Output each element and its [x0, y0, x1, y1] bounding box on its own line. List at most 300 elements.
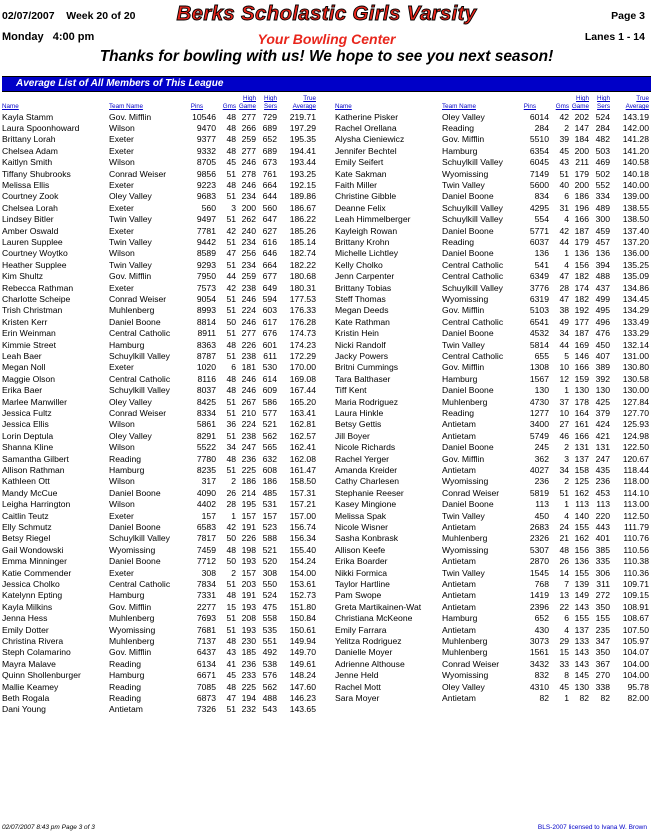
section-title-bar: [2, 76, 651, 92]
total-pins: 7326: [196, 704, 216, 715]
total-pins: 5749: [529, 430, 549, 441]
high-game: 155: [574, 567, 589, 578]
team-name: Central Catholic: [442, 350, 504, 361]
true-average: 113.00: [623, 499, 649, 510]
true-average: 110.36: [623, 567, 649, 578]
high-game: 238: [241, 350, 256, 361]
true-average: 127.84: [622, 396, 649, 407]
team-name: Oley Valley: [109, 396, 152, 407]
games-played: 51: [226, 624, 236, 635]
true-average: 169.08: [289, 373, 316, 384]
team-name: Muhlenberg: [109, 305, 155, 316]
high-game: 157: [241, 567, 256, 578]
high-game: 230: [241, 635, 256, 646]
true-average: 112.50: [623, 510, 649, 521]
high-game: 240: [241, 225, 256, 236]
team-name: Oley Valley: [442, 681, 485, 692]
high-game: 259: [241, 271, 256, 282]
team-name: Gov. Mifflin: [442, 362, 485, 373]
high-game: 166: [574, 362, 589, 373]
high-series: 443: [595, 521, 610, 532]
high-series: 482: [595, 134, 610, 145]
bowler-name: Maria Rodriguez: [335, 396, 399, 407]
high-game: 191: [241, 521, 256, 532]
team-name: Exeter: [109, 362, 134, 373]
total-pins: 6437: [196, 647, 216, 658]
high-game: 143: [574, 647, 589, 658]
high-series: 729: [262, 111, 277, 122]
bowler-name: Kim Shultz: [2, 271, 44, 282]
team-name: Wilson: [109, 157, 135, 168]
true-average: 133.29: [622, 328, 649, 339]
team-name: Muhlenberg: [442, 635, 488, 646]
high-series: 236: [595, 476, 610, 487]
high-game: 277: [241, 145, 256, 156]
col-true-average-header: True: [636, 95, 649, 102]
games-played: 51: [226, 704, 236, 715]
high-series: 485: [262, 487, 277, 498]
team-name: Reading: [109, 681, 142, 692]
games-played: 3: [564, 453, 569, 464]
team-name: Wilson: [109, 499, 135, 510]
team-name: Wyomissing: [442, 544, 489, 555]
bowler-name: Allison Rathman: [2, 464, 65, 475]
bowler-row: [0, 328, 330, 339]
games-played: 24: [559, 521, 569, 532]
high-game: 181: [241, 362, 256, 373]
team-name: Muhlenberg: [109, 613, 155, 624]
bowler-row: [0, 647, 330, 658]
total-pins: 6014: [529, 111, 549, 122]
high-series: 761: [262, 168, 277, 179]
bowler-name: Katherine Pisker: [335, 111, 399, 122]
bowler-row: [0, 704, 330, 715]
high-series: 586: [262, 396, 277, 407]
team-name: Daniel Boone: [442, 191, 494, 202]
bowler-name: Erin Weinman: [2, 328, 56, 339]
true-average: 176.28: [289, 316, 316, 327]
bowler-row: [333, 294, 653, 305]
high-game: 238: [241, 430, 256, 441]
bowler-name: Jill Boyer: [335, 430, 370, 441]
total-pins: 8235: [196, 464, 216, 475]
bowler-row: [0, 408, 330, 419]
bowler-row: [0, 180, 330, 191]
total-pins: 4295: [529, 202, 549, 213]
team-name: Wilson: [109, 442, 135, 453]
high-series: 306: [595, 567, 610, 578]
high-game: 82: [579, 692, 589, 703]
bowler-name: Kristin Hein: [335, 328, 379, 339]
bowler-name: Jessica Ellis: [2, 419, 49, 430]
high-series: 437: [595, 282, 610, 293]
bowler-name: Samantha Gilbert: [2, 453, 69, 464]
bowler-name: Kristen Kerr: [2, 316, 48, 327]
col-pins-header: Pins: [523, 103, 536, 110]
bowler-name: Deanne Felix: [335, 202, 386, 213]
bowler-name: Gail Wondowski: [2, 544, 64, 555]
team-name: Reading: [109, 658, 142, 669]
bowler-row: [0, 419, 330, 430]
high-series: 576: [262, 670, 277, 681]
total-pins: 2277: [196, 601, 216, 612]
bowler-name: Stephanie Reeser: [335, 487, 404, 498]
high-game: 267: [241, 396, 256, 407]
total-pins: 3776: [529, 282, 549, 293]
bowler-name: Jessica Cholko: [2, 578, 60, 589]
bowler-name: Dani Young: [2, 704, 46, 715]
high-series: 131: [595, 442, 610, 453]
bowler-name: Erika Baer: [2, 385, 43, 396]
total-pins: 7693: [196, 613, 216, 624]
team-name: Gov. Mifflin: [442, 305, 485, 316]
team-name: Twin Valley: [109, 236, 152, 247]
high-game: 225: [241, 681, 256, 692]
total-pins: 1567: [529, 373, 549, 384]
high-series: 560: [262, 202, 277, 213]
col-high-series-header: Sers: [264, 103, 277, 110]
team-name: Oley Valley: [442, 111, 485, 122]
bowler-row: [333, 431, 653, 442]
bowler-row: [0, 659, 330, 670]
high-series: 300: [595, 214, 610, 225]
total-pins: 4090: [196, 487, 216, 498]
bowler-row: [0, 533, 330, 544]
bowler-name: Kaitlyn Smith: [2, 157, 53, 168]
team-name: Muhlenberg: [442, 533, 488, 544]
total-pins: 7459: [196, 544, 216, 555]
high-game: 166: [574, 430, 589, 441]
total-pins: 7331: [196, 590, 216, 601]
high-game: 266: [241, 122, 256, 133]
total-pins: 136: [534, 248, 549, 259]
bowler-name: Christina Rivera: [2, 635, 64, 646]
team-name: Conrad Weiser: [442, 658, 500, 669]
bowler-name: Greta Martikainen-Wat: [335, 601, 422, 612]
bowler-row: [333, 169, 653, 180]
games-played: 3: [231, 202, 236, 213]
bowler-row: [0, 271, 330, 282]
true-average: 82.00: [627, 692, 649, 703]
team-name: Gov. Mifflin: [109, 647, 152, 658]
bowler-row: [333, 283, 653, 294]
true-average: 138.55: [622, 202, 649, 213]
total-pins: 362: [534, 453, 549, 464]
true-average: 109.15: [622, 590, 649, 601]
true-average: 95.78: [627, 681, 649, 692]
bowler-name: Elly Schmutz: [2, 521, 52, 532]
bowler-name: Emily Seifert: [335, 157, 384, 168]
high-series: 551: [262, 635, 277, 646]
bowler-row: [333, 693, 653, 704]
team-name: Reading: [109, 453, 142, 464]
team-name: Central Catholic: [109, 373, 171, 384]
games-played: 42: [559, 225, 569, 236]
games-played: 48: [226, 385, 236, 396]
games-played: 48: [226, 134, 236, 145]
games-played: 47: [559, 293, 569, 304]
games-played: 51: [226, 305, 236, 316]
total-pins: 4310: [529, 681, 549, 692]
bowler-row: [333, 134, 653, 145]
true-average: 136.00: [622, 248, 649, 259]
team-name: Antietam: [442, 556, 476, 567]
team-name: Exeter: [109, 134, 134, 145]
high-game: 234: [241, 191, 256, 202]
true-average: 161.47: [289, 464, 316, 475]
high-series: 130: [595, 385, 610, 396]
high-game: 192: [574, 305, 589, 316]
bowler-row: [0, 522, 330, 533]
true-average: 140.58: [622, 157, 649, 168]
high-series: 577: [262, 407, 277, 418]
true-average: 134.29: [622, 305, 649, 316]
high-game: 177: [574, 316, 589, 327]
bowler-row: [0, 670, 330, 681]
high-series: 157: [262, 510, 277, 521]
high-series: 308: [262, 567, 277, 578]
col-high-series-header: Sers: [597, 103, 610, 110]
true-average: 127.70: [622, 407, 649, 418]
col-high-game-header: Game: [571, 103, 589, 110]
total-pins: 8291: [196, 430, 216, 441]
high-game: 195: [241, 499, 256, 510]
high-series: 338: [595, 681, 610, 692]
team-name: Wyomissing: [442, 476, 489, 487]
high-series: 457: [595, 236, 610, 247]
high-series: 521: [262, 419, 277, 430]
high-series: 588: [262, 533, 277, 544]
team-name: Daniel Boone: [442, 328, 494, 339]
team-name: Antietam: [442, 464, 476, 475]
total-pins: 284: [534, 122, 549, 133]
true-average: 110.76: [623, 533, 649, 544]
team-name: Daniel Boone: [442, 385, 494, 396]
games-played: 47: [559, 271, 569, 282]
true-average: 150.61: [289, 624, 316, 635]
team-name: Daniel Boone: [442, 248, 494, 259]
team-name: Exeter: [109, 225, 134, 236]
true-average: 154.00: [289, 567, 316, 578]
bowler-name: Caitlin Teutz: [2, 510, 49, 521]
bowler-name: Quinn Shollenburger: [2, 670, 81, 681]
bowler-row: [0, 602, 330, 613]
games-played: 31: [559, 202, 569, 213]
bowler-name: Leah Baer: [2, 350, 42, 361]
high-game: 179: [574, 168, 589, 179]
bowler-name: Christiana McKeone: [335, 613, 413, 624]
high-game: 200: [574, 145, 589, 156]
team-name: Twin Valley: [442, 510, 485, 521]
bowler-name: Courtney Zook: [2, 191, 59, 202]
games-played: 36: [226, 419, 236, 430]
high-series: 499: [595, 293, 610, 304]
games-played: 51: [226, 191, 236, 202]
bowler-name: Rachel Yerger: [335, 453, 389, 464]
true-average: 137.20: [622, 236, 649, 247]
bowler-row: [333, 499, 653, 510]
total-pins: 4402: [196, 499, 216, 510]
true-average: 147.60: [289, 681, 316, 692]
high-game: 236: [241, 658, 256, 669]
high-game: 186: [574, 191, 589, 202]
games-played: 34: [226, 442, 236, 453]
true-average: 122.50: [622, 442, 649, 453]
total-pins: 7712: [196, 556, 216, 567]
games-played: 39: [559, 134, 569, 145]
total-pins: 6349: [529, 271, 549, 282]
true-average: 104.00: [622, 670, 649, 681]
total-pins: 9054: [196, 293, 216, 304]
total-pins: 9442: [196, 236, 216, 247]
high-series: 435: [595, 464, 610, 475]
bowler-row: [0, 693, 330, 704]
team-name: Exeter: [109, 510, 134, 521]
high-series: 530: [262, 362, 277, 373]
true-average: 172.29: [289, 350, 316, 361]
bowler-row: [333, 442, 653, 453]
team-name: Central Catholic: [109, 578, 171, 589]
bowler-row: [0, 146, 330, 157]
total-pins: 113: [535, 499, 549, 510]
high-game: 262: [241, 214, 256, 225]
section-title: Average List of All Members of This League: [16, 78, 224, 89]
true-average: 149.94: [289, 635, 316, 646]
games-played: 51: [226, 430, 236, 441]
bowler-name: Nikki Formica: [335, 567, 388, 578]
true-average: 194.41: [289, 145, 316, 156]
high-game: 233: [241, 670, 256, 681]
high-series: 311: [596, 578, 610, 589]
bowler-row: [0, 590, 330, 601]
true-average: 110.56: [623, 544, 649, 555]
bowler-row: [333, 556, 653, 567]
high-game: 169: [574, 339, 589, 350]
true-average: 156.34: [289, 533, 316, 544]
col-pins-header: Pins: [190, 103, 203, 110]
true-average: 104.07: [622, 647, 649, 658]
true-average: 167.44: [289, 385, 316, 396]
bowler-name: Tiffany Shubrooks: [2, 168, 71, 179]
bowler-name: Betsy Gettis: [335, 419, 382, 430]
bowler-row: [333, 385, 653, 396]
true-average: 185.14: [289, 236, 316, 247]
true-average: 108.91: [622, 601, 649, 612]
high-game: 161: [574, 419, 589, 430]
games-played: 21: [559, 533, 569, 544]
total-pins: 7137: [196, 635, 216, 646]
col-true-average-header: Average: [292, 103, 316, 110]
high-game: 139: [574, 578, 589, 589]
high-series: 552: [595, 179, 610, 190]
team-name: Daniel Boone: [109, 487, 161, 498]
day-time: Monday 4:00 pm: [2, 31, 95, 43]
true-average: 180.31: [289, 282, 316, 293]
team-name: Schuylkill Valley: [109, 533, 170, 544]
team-name: Antietam: [442, 578, 476, 589]
high-series: 523: [262, 521, 277, 532]
games-played: 51: [226, 214, 236, 225]
team-name: Conrad Weiser: [109, 168, 167, 179]
bowler-name: Maggie Olson: [2, 373, 56, 384]
bowler-row: [333, 305, 653, 316]
bowler-row: [0, 511, 330, 522]
games-played: 49: [559, 316, 569, 327]
total-pins: 1020: [196, 362, 216, 373]
high-game: 187: [574, 225, 589, 236]
bowler-row: [0, 488, 330, 499]
bowler-name: Jessica Fultz: [2, 407, 52, 418]
total-pins: 6045: [529, 157, 549, 168]
games-played: 48: [226, 544, 236, 555]
team-name: Antietam: [442, 692, 476, 703]
high-series: 601: [262, 339, 277, 350]
bowler-row: [333, 351, 653, 362]
true-average: 151.80: [289, 601, 316, 612]
games-played: 12: [559, 373, 569, 384]
games-played: 28: [226, 499, 236, 510]
true-average: 158.50: [289, 476, 316, 487]
high-series: 676: [262, 328, 277, 339]
team-name: Muhlenberg: [442, 396, 488, 407]
bowler-name: Tiff Kent: [335, 385, 367, 396]
true-average: 141.28: [622, 134, 649, 145]
bowler-row: [333, 670, 653, 681]
bowler-row: [0, 556, 330, 567]
high-game: 224: [241, 419, 256, 430]
games-played: 51: [226, 259, 236, 270]
total-pins: 652: [534, 613, 549, 624]
games-played: 2: [564, 442, 569, 453]
bowler-row: [333, 157, 653, 168]
true-average: 177.53: [289, 293, 316, 304]
bowler-row: [0, 499, 330, 510]
team-name: Gov. Mifflin: [109, 601, 152, 612]
high-series: 421: [595, 430, 610, 441]
bowler-row: [333, 226, 653, 237]
team-name: Antietam: [442, 521, 476, 532]
team-name: Gov. Mifflin: [442, 453, 485, 464]
games-played: 4: [564, 214, 569, 225]
bowler-name: Trish Christman: [2, 305, 63, 316]
true-average: 176.33: [289, 305, 316, 316]
team-name: Schuylkill Valley: [109, 350, 170, 361]
high-game: 214: [241, 487, 256, 498]
bowler-name: Megan Deeds: [335, 305, 389, 316]
true-average: 105.97: [622, 635, 649, 646]
bowler-name: Rachel Mott: [335, 681, 381, 692]
true-average: 138.50: [622, 214, 649, 225]
high-game: 156: [574, 544, 589, 555]
bowler-name: Shanna Kline: [2, 442, 54, 453]
true-average: 137.40: [622, 225, 649, 236]
high-game: 234: [241, 259, 256, 270]
bowler-name: Britni Cummings: [335, 362, 399, 373]
total-pins: 5861: [196, 419, 216, 430]
games-played: 42: [226, 225, 236, 236]
col-high-game-header: High: [243, 95, 256, 102]
true-average: 107.50: [622, 624, 649, 635]
total-pins: 9223: [196, 179, 216, 190]
games-played: 44: [226, 271, 236, 282]
true-average: 165.20: [289, 396, 316, 407]
col-high-game-header: High: [576, 95, 589, 102]
team-name: Schuylkill Valley: [109, 385, 170, 396]
high-game: 194: [241, 692, 256, 703]
team-name: Conrad Weiser: [109, 407, 167, 418]
games-played: 47: [226, 692, 236, 703]
bowler-name: Faith Miller: [335, 179, 378, 190]
